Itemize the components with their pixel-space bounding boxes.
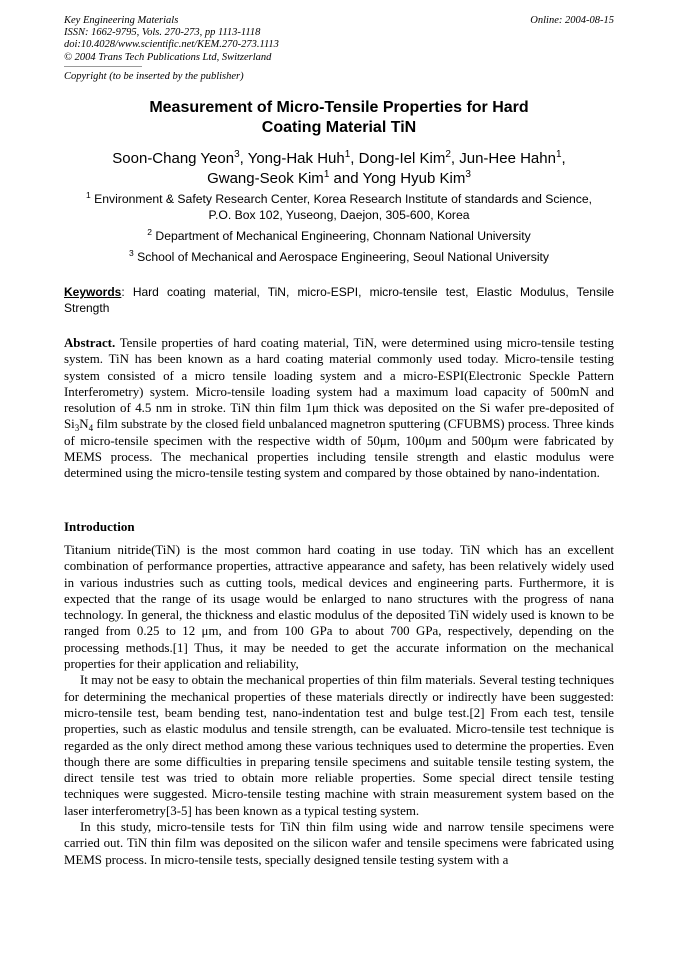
author-name: Soon-Chang Yeon xyxy=(112,150,235,167)
abstract-label: Abstract. xyxy=(64,336,116,350)
author-separator: , xyxy=(561,150,566,167)
copyright-note: Copyright (to be inserted by the publisher) xyxy=(64,71,244,82)
publisher-line: © 2004 Trans Tech Publications Ltd, Switzerland xyxy=(64,51,272,63)
online-date: Online: 2004-08-15 xyxy=(530,15,614,26)
intro-paragraph-2: It may not be easy to obtain the mechanical properties of thin film materials. Several testing techniques for determining the mechanical properties of these materials directly or indirectly have been suggested: micro-tensile test, beam bending test, nano-indentation test and bulge test.[2] From each test, tensile properties, such as elastic modulus and tensile strength, can be evaluated. Micro-tensile test technique is regarded as the only direct method among these various techniques used to determine the properties. Even though there are some difficulties in preparing tensile specimens and suitable tensile testing system, the direct tensile test was tried to obtain more reliable properties. Some special direct tensile testing techniques were suggested. Micro-tensile testing machine with strain measurement system based on the laser interferometry[3-5] has been known as a typical testing system. xyxy=(64,673,614,818)
affil-text: P.O. Box 102, Yuseong, Daejon, 305-600, Korea xyxy=(208,207,470,222)
title-line-1: Measurement of Micro-Tensile Properties for Hard xyxy=(149,99,529,116)
author-name: Yong Hyub Kim xyxy=(362,170,466,187)
doi-line: doi:10.4028/www.scientific.net/KEM.270-273.1113 xyxy=(64,39,279,51)
author-line-2 xyxy=(64,169,614,189)
journal-name: Key Engineering Materials xyxy=(64,15,179,26)
intro-paragraph-1: Titanium nitride(TiN) is the most common hard coating in use today. TiN which has an excellent combination of performance properties, attractive appearance and safety, has been relatively widely used in various industries such as cutting tools, medical devices and engineering parts. Furthermore, it is expected that the range of its usage would be enlarged to nano structures with the progress of nana technology. In general, the thickness and elastic modulus of the deposited TiN widely used is known to be ranged from 0.25 to 12 μm, and from 100 GPa to about 700 GPa, respectively, depending on the processing methods.[1] Thus, it may be needed to get the accurate information on the mechanical properties for their application and reliability, xyxy=(64,543,614,672)
keywords-block xyxy=(64,285,614,316)
affil-text: School of Mechanical and Aerospace Engineering, Seoul National University xyxy=(137,250,550,264)
header-divider xyxy=(64,66,142,67)
author-name: Jun-Hee Hahn xyxy=(459,150,556,167)
author-separator: , xyxy=(350,150,355,167)
keywords-text: Hard coating material, TiN, micro-ESPI, micro-tensile test, Elastic Modulus, Tensile Strength xyxy=(64,285,614,315)
title-line-2: Coating Material TiN xyxy=(261,119,417,136)
abstract-text: Tensile properties of hard coating material, TiN, were determined using micro-tensile testing system. TiN has been known as a hard coating material commonly used today. Micro-tensile testing system consisted of a micro tensile loading system and a micro-ESPI(Electronic Speckle Pattern Interferometry) system. Micro-tensile loading system had a maximum load capacity of 500mN and resolution of 4.5 nm in stroke. TiN thin film 1μm thick was deposited on the Si wafer pre-deposited of Si xyxy=(64,336,614,432)
paper-title xyxy=(64,98,614,138)
keywords-colon: : xyxy=(121,285,125,299)
author-separator: , xyxy=(239,150,244,167)
abstract-text: film substrate by the closed field unbalanced magnetron sputtering (CFUBMS) process. Three kinds of micro-tensile specimen with the respective width of 50μm, 100μm and 500μm were fabricated by MEMS process. The mechanical properties including tensile strength and elastic modulus were determined using the micro-tensile testing system and compared by those obtained by nano-indentation. xyxy=(64,417,614,481)
issn-line: ISSN: 1662-9795, Vols. 270-273, pp 1113-1118 xyxy=(64,27,261,39)
author-affil-mark: 1 xyxy=(323,169,330,180)
author-separator: , xyxy=(450,150,456,167)
affil-mark: 2 xyxy=(147,227,153,237)
author-line-1 xyxy=(64,149,614,169)
introduction-body xyxy=(64,542,614,868)
keywords-label: Keywords xyxy=(64,285,122,299)
author-name: Dong-Iel Kim xyxy=(358,150,446,167)
intro-paragraph-3: In this study, micro-tensile tests for TiN thin film using wide and narrow tensile specimens were carried out. TiN thin film was deposited on the silicon wafer and tensile specimens were fabricated using MEMS process. In micro-tensile tests, specially designed tensile testing system with a xyxy=(64,820,614,867)
formula-subscript: 4 xyxy=(88,423,94,434)
author-conjunction: and xyxy=(333,170,359,187)
journal-header xyxy=(64,15,279,64)
formula-element: N xyxy=(79,417,89,432)
affiliation-1 xyxy=(64,192,614,224)
author-affil-mark: 1 xyxy=(344,149,351,160)
formula-subscript: 3 xyxy=(74,423,80,434)
author-affil-mark: 3 xyxy=(234,149,240,160)
affiliation-3 xyxy=(64,250,614,266)
abstract-block xyxy=(64,335,614,482)
affiliation-2 xyxy=(64,229,614,245)
affil-mark: 1 xyxy=(85,190,91,200)
affil-mark: 3 xyxy=(128,248,134,258)
author-name: Gwang-Seok Kim xyxy=(207,170,324,187)
affil-text: Department of Mechanical Engineering, Chonnam National University xyxy=(155,229,531,243)
author-affil-mark: 2 xyxy=(445,149,451,160)
author-name: Yong-Hak Huh xyxy=(247,150,345,167)
author-list xyxy=(64,149,614,189)
introduction-heading: Introduction xyxy=(64,519,135,534)
affil-text: Environment & Safety Research Center, Korea Research Institute of standards and Science, xyxy=(94,192,593,206)
author-affil-mark: 3 xyxy=(465,169,471,180)
author-affil-mark: 1 xyxy=(555,149,562,160)
